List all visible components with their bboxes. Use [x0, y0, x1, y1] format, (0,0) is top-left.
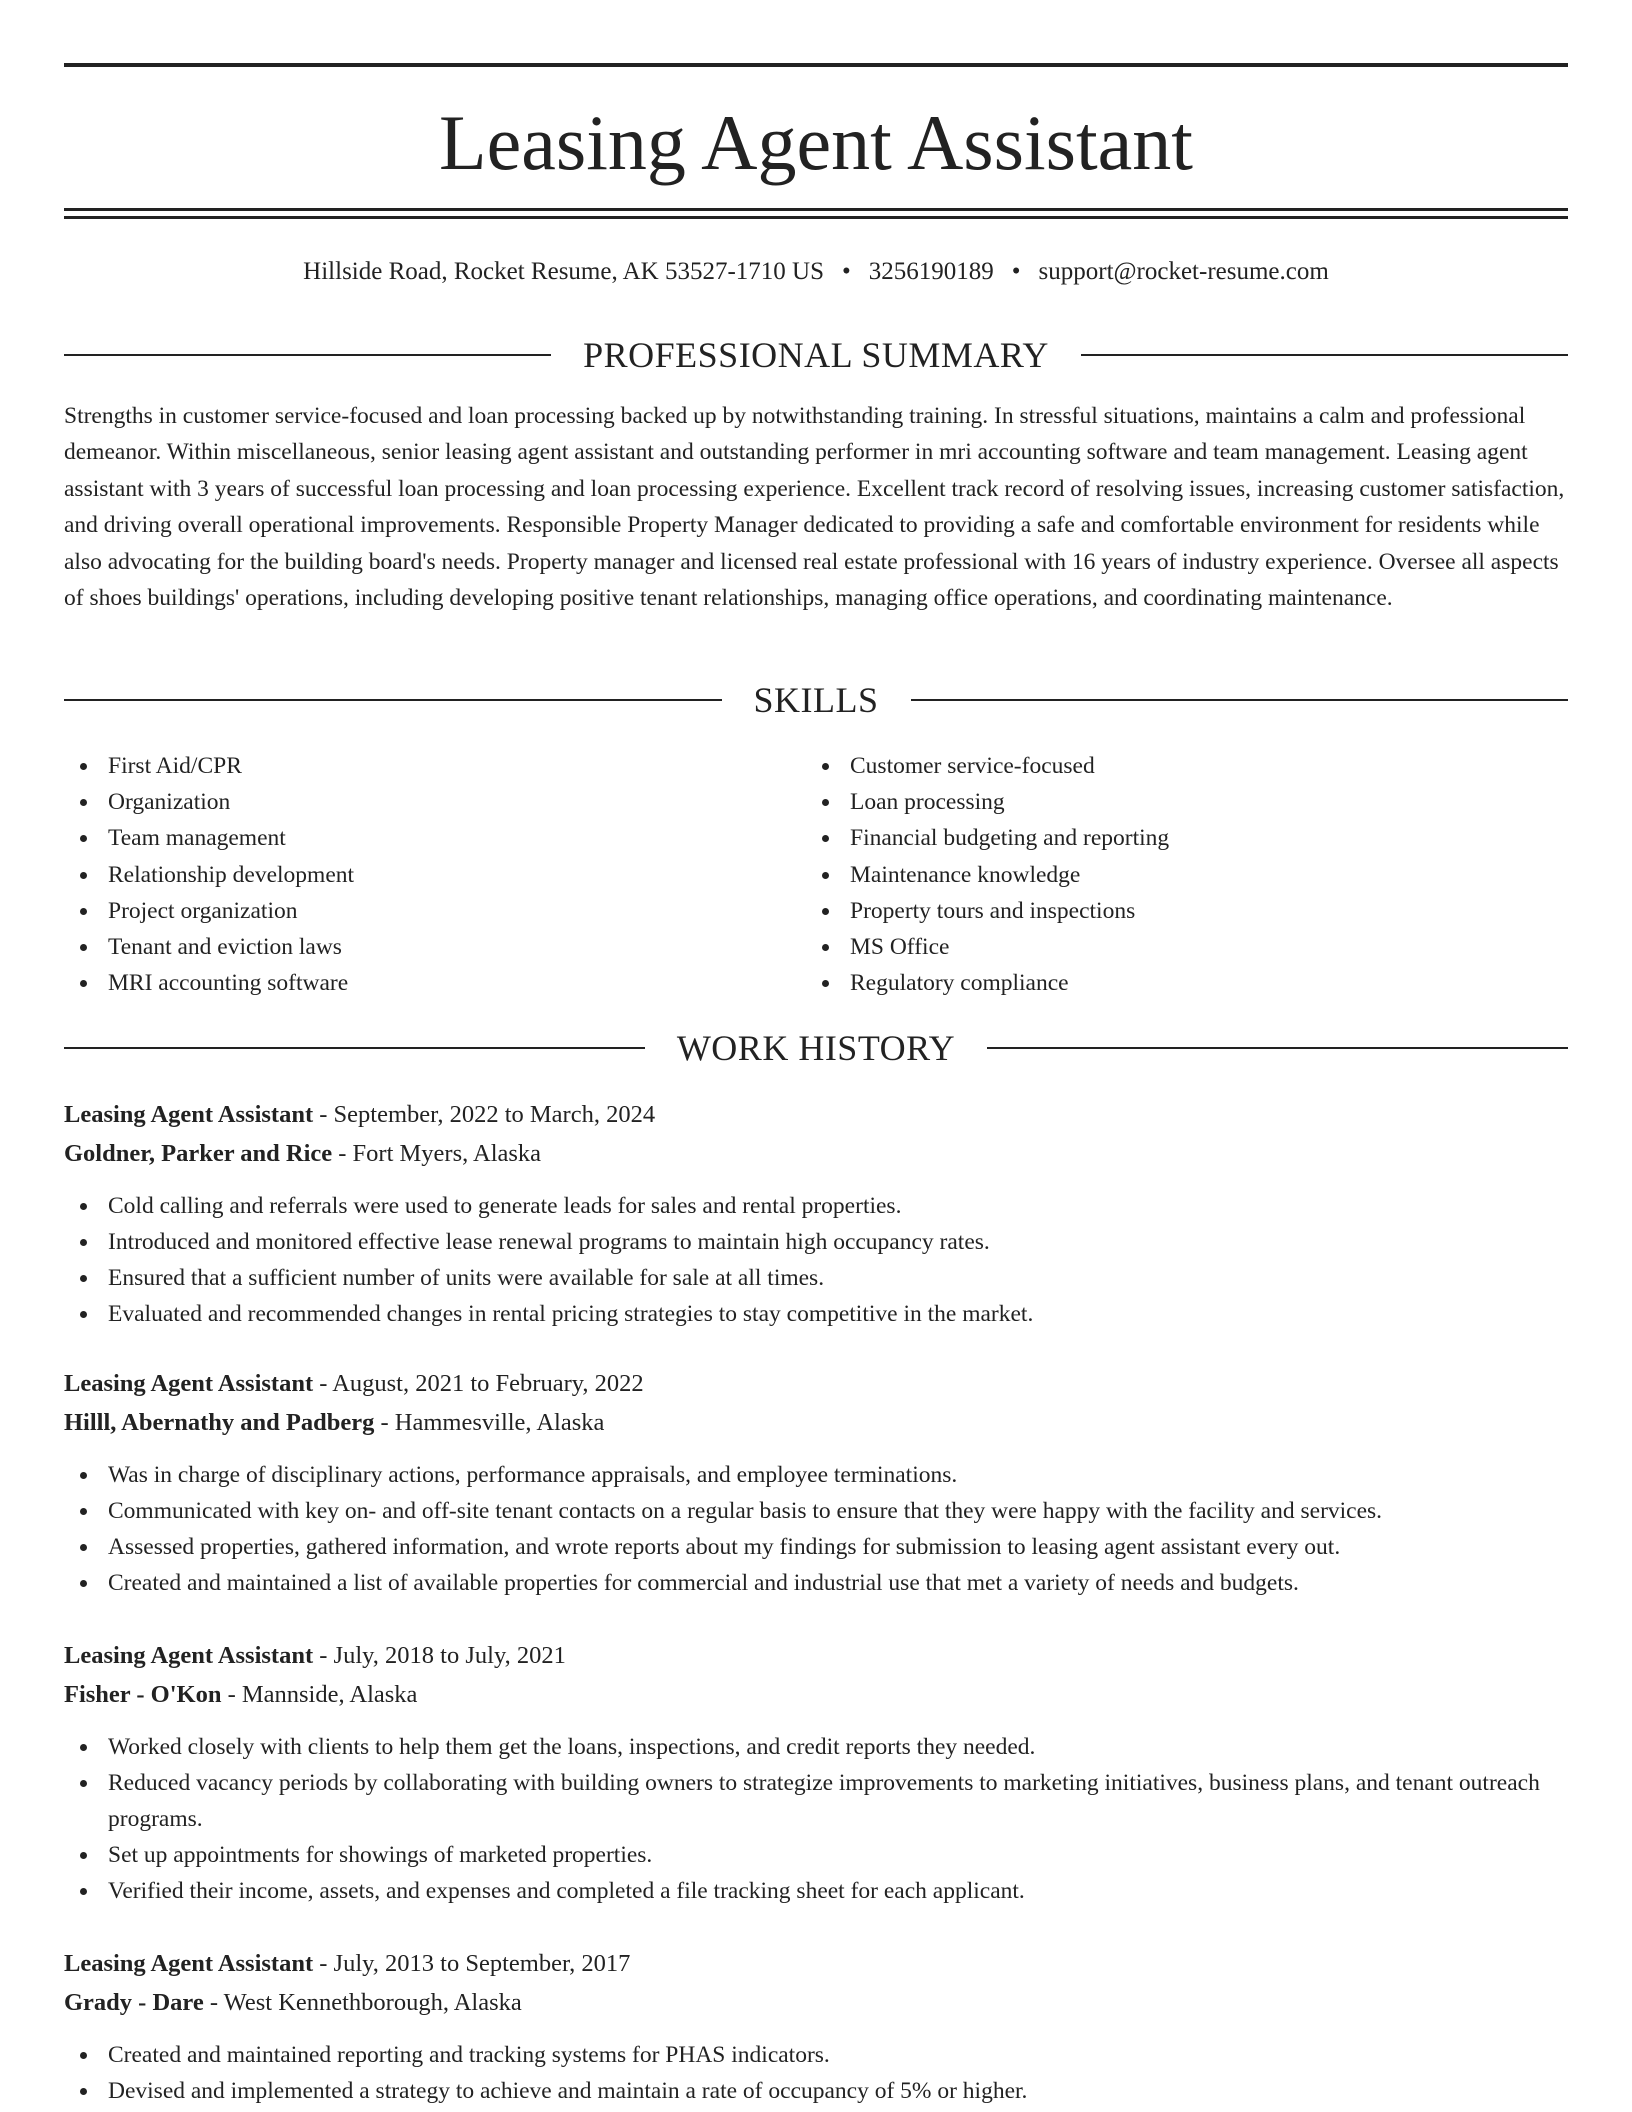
skill-item: Property tours and inspections [806, 893, 1506, 929]
job-title-line [64, 1945, 1568, 1983]
contact-separator: • [841, 258, 851, 285]
skills-list-left [64, 748, 764, 1001]
job-location: - Mannside, Alaska [221, 1681, 418, 1708]
job-company: Hilll, Abernathy and Padberg [64, 1409, 375, 1436]
skill-item: Financial budgeting and reporting [806, 820, 1506, 856]
job-duty: Created and maintained a list of available properties for commercial and industrial use that met a variety of needs and budgets. [64, 1565, 1568, 1601]
job-title-line [64, 1096, 1568, 1134]
heading-rule-right [1081, 354, 1568, 356]
heading-rule-right [911, 699, 1569, 701]
heading-rule-left [64, 354, 551, 356]
skill-item: Loan processing [806, 784, 1506, 820]
job-company: Fisher - O'Kon [64, 1681, 222, 1708]
heading-rule-right [987, 1047, 1568, 1049]
job-dates: - July, 2018 to July, 2021 [313, 1642, 566, 1669]
job-duties-list [64, 1188, 1568, 1332]
job-entry [64, 1365, 1568, 1601]
job-company-line [64, 1404, 1568, 1442]
skill-item: Project organization [64, 893, 764, 929]
header-top-rule [64, 63, 1568, 67]
job-entry [64, 1945, 1568, 2109]
job-company-line [64, 1135, 1568, 1173]
skill-item: First Aid/CPR [64, 748, 764, 784]
job-title: Leasing Agent Assistant [64, 1101, 314, 1128]
job-duties-list [64, 2037, 1568, 2109]
skill-item: Customer service-focused [806, 748, 1506, 784]
job-duty: Evaluated and recommended changes in rental pricing strategies to stay competitive in the market. [64, 1296, 1568, 1332]
job-title: Leasing Agent Assistant [64, 1370, 314, 1397]
job-location: - Fort Myers, Alaska [332, 1140, 542, 1167]
skills-heading-title: SKILLS [753, 680, 879, 720]
skill-item: Tenant and eviction laws [64, 929, 764, 965]
header-double-rule-upper [64, 208, 1568, 211]
contact-phone: 3256190189 [868, 258, 994, 285]
job-company-line [64, 1676, 1568, 1714]
skills-list-right [806, 748, 1506, 1001]
resume-name: Leasing Agent Assistant [439, 99, 1193, 186]
job-duty: Ensured that a sufficient number of units were available for sale at all times. [64, 1260, 1568, 1296]
skill-item: MS Office [806, 929, 1506, 965]
job-dates: - August, 2021 to February, 2022 [313, 1370, 644, 1397]
skill-item: Relationship development [64, 857, 764, 893]
work-history-heading [64, 1026, 1568, 1070]
job-company: Goldner, Parker and Rice [64, 1140, 333, 1167]
job-title-line [64, 1637, 1568, 1675]
job-company: Grady - Dare [64, 1989, 204, 2016]
job-duty: Introduced and monitored effective lease renewal programs to maintain high occupancy rates. [64, 1224, 1568, 1260]
skill-item: Team management [64, 820, 764, 856]
skills-heading [64, 678, 1568, 722]
work-history-heading-title: WORK HISTORY [676, 1028, 956, 1068]
skill-item: Organization [64, 784, 764, 820]
job-duty: Created and maintained reporting and tracking systems for PHAS indicators. [64, 2037, 1568, 2073]
job-duty: Communicated with key on- and off-site tenant contacts on a regular basis to ensure that they were happy with the facility and services. [64, 1493, 1568, 1529]
job-title: Leasing Agent Assistant [64, 1642, 314, 1669]
summary-heading-title: PROFESSIONAL SUMMARY [583, 335, 1049, 375]
job-duty: Worked closely with clients to help them get the loans, inspections, and credit reports they needed. [64, 1729, 1568, 1765]
summary-text: Strengths in customer service-focused and loan processing backed up by notwithstanding training. In stressful situations, maintains a calm and professional demeanor. Within miscellaneous, senior leasing agent assistant and outstanding performer in mri accounting software and team management. Leasing agent assistant with 3 years of successful loan processing and loan processing experience. Excellent track record of resolving issues, increasing customer satisfaction, and driving overall operational improvements. Responsible Property Manager dedicated to providing a safe and comfortable environment for residents while also advocating for the building board's needs. Property manager and licensed real estate professional with 16 years of industry experience. Oversee all aspects of shoes buildings' operations, including developing positive tenant relationships, managing office operations, and coordinating maintenance. [64, 403, 1565, 612]
heading-rule-left [64, 1047, 645, 1049]
contact-separator: • [1011, 258, 1021, 285]
contact-address: Hillside Road, Rocket Resume, AK 53527-1710 US [303, 258, 824, 285]
job-location: - West Kennethborough, Alaska [203, 1989, 522, 2016]
job-duty: Verified their income, assets, and expenses and completed a file tracking sheet for each applicant. [64, 1873, 1568, 1909]
header-double-rule-lower [64, 216, 1568, 219]
contact-line [64, 252, 1568, 292]
summary-heading [64, 333, 1568, 377]
job-duty: Set up appointments for showings of marketed properties. [64, 1837, 1568, 1873]
job-duties-list [64, 1729, 1568, 1909]
heading-rule-left [64, 699, 722, 701]
job-title: Leasing Agent Assistant [64, 1950, 314, 1977]
job-duty: Assessed properties, gathered information, and wrote reports about my findings for submission to leasing agent assistant every out. [64, 1529, 1568, 1565]
job-location: - Hammesville, Alaska [374, 1409, 605, 1436]
skill-item: Maintenance knowledge [806, 857, 1506, 893]
job-entry [64, 1096, 1568, 1332]
skill-item: Regulatory compliance [806, 965, 1506, 1001]
job-duty: Cold calling and referrals were used to generate leads for sales and rental properties. [64, 1188, 1568, 1224]
contact-email: support@rocket-resume.com [1038, 258, 1329, 285]
job-duty: Devised and implemented a strategy to achieve and maintain a rate of occupancy of 5% or higher. [64, 2073, 1568, 2109]
job-duty: Was in charge of disciplinary actions, performance appraisals, and employee terminations. [64, 1457, 1568, 1493]
job-duties-list [64, 1457, 1568, 1601]
job-company-line [64, 1984, 1568, 2022]
job-dates: - July, 2013 to September, 2017 [313, 1950, 631, 1977]
skill-item: MRI accounting software [64, 965, 764, 1001]
job-duty: Reduced vacancy periods by collaborating with building owners to strategize improvements to marketing initiatives, business plans, and tenant outreach programs. [64, 1765, 1568, 1837]
job-entry [64, 1637, 1568, 1909]
job-dates: - September, 2022 to March, 2024 [313, 1101, 656, 1128]
job-title-line [64, 1365, 1568, 1403]
